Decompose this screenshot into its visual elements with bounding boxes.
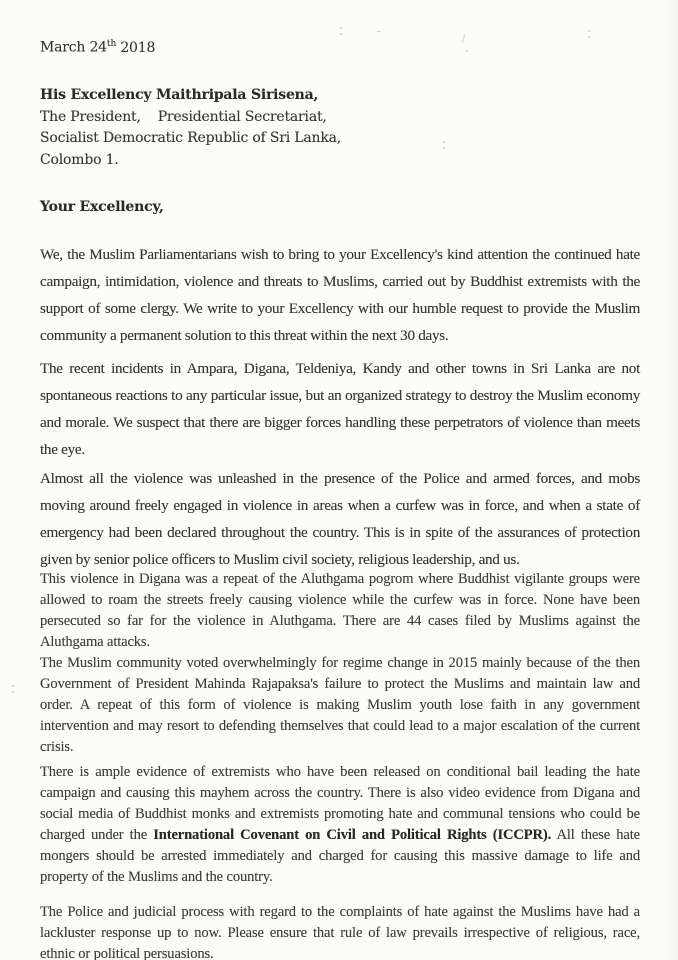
paragraph-police-presence: Almost all the violence was unleashed in the presence of the Police and armed forces, and mobs moving around freely engaged in violence in areas when a curfew was in force, and when a state of emergency had been declared throughout the country. This is in spite of the assurances of protection given by senior police officers to Muslim civil society, religious leadership, and us. [40,469,640,568]
scan-artifact [377,31,381,32]
iccpr-bold-text: International Covenant on Civil and Political Rights (ICCPR). [153,826,552,843]
scan-artifact [12,685,14,687]
salutation: Your Excellency, [40,199,164,216]
evidence-text-after: All these hate mongers should be arrested immediately and charged for causing this massive damage to life and property of the Muslims and the country. [40,826,640,885]
scan-artifact [340,27,342,29]
scan-artifact [443,141,445,143]
scan-artifact [594,391,596,393]
recipient-name: His Excellency Maithripala Sirisena, [40,87,319,104]
evidence-text-before: There is ample evidence of extremists who have been released on conditional bail leading the hate campaign and causing this mayhem across the country. There is also video evidence from Digana and social media of Buddhist monks and extremists promoting hate and communal tensions who could be charged under the [40,763,640,843]
paragraph-digana-aluthgama: This violence in Digana was a repeat of the Aluthgama pogrom where Buddhist vigilante groups were allowed to roam the streets freely causing violence while the curfew was in force. None have been persecuted so far for the violence in Aluthgama. There are 44 cases filed by Muslims against the Aluthgama attacks. [40,570,640,650]
recipient-address-block [40,85,640,171]
scan-artifact [466,50,468,52]
paragraph-recent-incidents: The recent incidents in Ampara, Digana, Teldeniya, Kandy and other towns in Sri Lanka are not spontaneous reactions to any particular issue, but an organized strategy to destroy the Muslim economy and morale. We suspect that there are bigger forces handling these perpetrators of violence than meets the eye. [40,359,640,458]
paragraph-appeal: We, the Muslim Parliamentarians wish to bring to your Excellency's kind attention the continued hate campaign, intimidation, violence and threats to Muslims, carried out by Buddhist extremists with the support of some clergy. We write to your Excellency with our humble request to provide the Muslim community a permanent solution to this threat within the next 30 days. [40,245,640,344]
date-day: March 24 [40,39,107,56]
date-year: 2018 [120,39,156,56]
letter-date [40,34,640,59]
recipient-title-line: The President, Presidential Secretariat, [40,108,327,125]
paragraph-evidence-iccpr [40,762,640,888]
paragraph-closing-request: The Police and judicial process with regard to the complaints of hate against the Muslims have had a lackluster response up to now. Please ensure that rule of law prevails irrespective of religious, race, ethnic or political persuasions. [40,903,640,960]
scan-artifact [588,30,590,32]
recipient-country-line: Socialist Democratic Republic of Sri Lanka, [40,130,342,147]
date-ordinal: th [106,39,117,49]
paragraph-regime-change: The Muslim community voted overwhelmingly for regime change in 2015 mainly because of the then Government of President Mahinda Rajapaksa's failure to protect the Muslims and maintain law and order. A repeat of this form of violence is making Muslim youth lose faith in any government intervention and may resort to defending themselves that could lead to a major escalation of the current crisis. [40,654,640,755]
recipient-city-line: Colombo 1. [40,151,119,168]
page-edge-shadow [666,0,678,960]
